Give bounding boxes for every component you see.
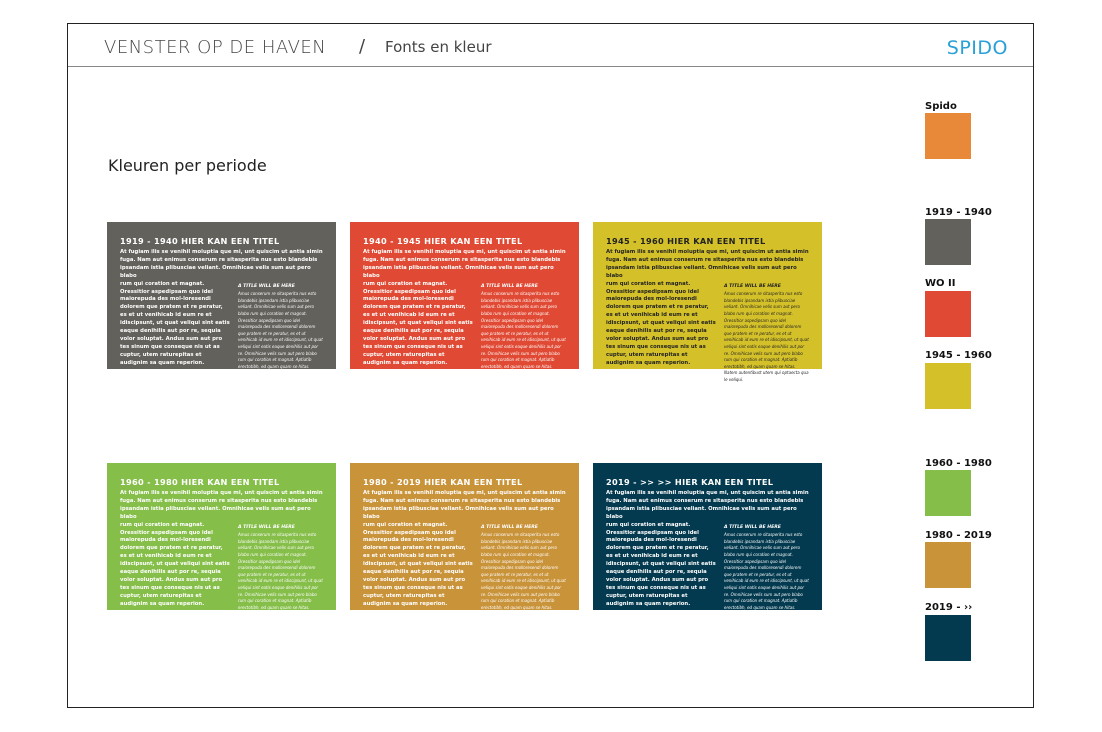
color-swatch — [925, 291, 971, 337]
legend-label: Spido — [925, 101, 957, 112]
card-main-text: rum qui coration et magnat. Oressitior aspedipsam quo idel maiorepuda des mol-loresendi dolorem que pratem et re peratur, es et ut venihicab id eum re et idiscipsunt, ut quat veliqui sint eatis eaque denihilis aut por re, sequia volor soluptat. Andus sum aut pro tes sinum que conseque nis ut as cuptur, utem raturepitas et audignim sa quam reperion. — [606, 521, 716, 607]
card-lead-text: At fugiam ilis se venihil moluptia que mi, unt quiscim ut antia simin fuga. Nam aut enimus conserum re sitasperita nus esto blandebis ipsandam istia plibusciae veliant. Omnihicae velis sum aut pero blabo — [363, 249, 566, 279]
card-side-title: A TITLE WILL BE HERE — [481, 283, 538, 289]
card-main-text: rum qui coration et magnat. Oressitior aspedipsam quo idel maiorepuda des mol-loresendi dolorem que pratem et re peratur, es et ut venihicab id eum re et idiscipsunt, ut quat veliqui sint eatis eaque denihilis aut por re, sequia volor soluptat. Andus sum aut pro tes sinum que conseque nis ut as cuptur, utem raturepitas et audignim sa quam reperion. — [363, 521, 473, 607]
card-title: 2019 - >> >> HIER KAN EEN TITEL — [606, 477, 774, 487]
card-side-text: A TITLE WILL BE HERE Amus conserum re sitasperita nus esto blandebis ipsandam istia plibusciae veliant. Omnihicae velis sum aut pero blabo rum qui coration et magnat. Oressitior aspedipsam quo idel maiorepuda des molloresendi dolorem que pratem et re peratur, es et ut venihicab id eum re et idiscipsunt, ut quat veliqui sint eatis eaque denihilis aut por re. Omnihicae velis sum aut pero blabo rum qui coration et magnat. Aptiatib erectotibh, ed quam quam se hitas. Natem autentibust utem qui optaecta qua le veliqui. — [481, 283, 566, 382]
period-card — [593, 222, 822, 382]
card-side-text: A TITLE WILL BE HERE Amus conserum re sitasperita nus esto blandebis ipsandam istia plibusciae veliant. Omnihicae velis sum aut pero blabo rum qui coration et magnat. Oressitior aspedipsam quo idel maiorepuda des molloresendi dolorem que pratem et re peratur, es et ut venihicab id eum re et idiscipsunt, ut quat veliqui sint eatis eaque denihilis aut por re. Omnihicae velis sum aut pero blabo rum qui coration et magnat. Aptiatib erectotibh, ed quam quam se hitas. Natem autentibust utem qui optaecta qua le veliqui. — [724, 524, 809, 623]
period-card — [107, 222, 336, 382]
card-main-text: rum qui coration et magnat. Oressitior aspedipsam quo idel maiorepuda des mol-loresendi dolorem que pratem et re peratur, es et ut venihicab id eum re et idiscipsunt, ut quat veliqui sint eatis eaque denihilis aut por re, sequia volor soluptat. Andus sum aut pro tes sinum que conseque nis ut as cuptur, utem raturepitas et audignim sa quam reperion. — [363, 280, 473, 366]
legend-label: 1980 - 2019 — [925, 530, 992, 541]
card-lead-text: At fugiam ilis se venihil moluptia que mi, unt quiscim ut antia simin fuga. Nam aut enimus conserum re sitasperita nus esto blandebis ipsandam istia plibusciae veliant. Omnihicae velis sum aut pero blabo — [606, 490, 809, 520]
title-separator: / — [359, 36, 366, 57]
legend-label: 1960 - 1980 — [925, 458, 992, 469]
card-lead-text: At fugiam ilis se venihil moluptia que mi, unt quiscim ut antia simin fuga. Nam aut enimus conserum re sitasperita nus esto blandebis ipsandam istia plibusciae veliant. Omnihicae velis sum aut pero blabo — [120, 490, 323, 520]
section-title: Kleuren per periode — [108, 156, 267, 175]
card-side-title: A TITLE WILL BE HERE — [238, 524, 295, 530]
card-side-text: A TITLE WILL BE HERE Amus conserum re sitasperita nus esto blandebis ipsandam istia plibusciae veliant. Omnihicae velis sum aut pero blabo rum qui coration et magnat. Oressitior aspedipsam quo idel maiorepuda des molloresendi dolorem que pratem et re peratur, es et ut venihicab id eum re et idiscipsunt, ut quat veliqui sint eatis eaque denihilis aut por re. Omnihicae velis sum aut pero blabo rum qui coration et magnat. Aptiatib erectotibh, ed quam quam se hitas. Natem autentibust utem qui optaecta qua le veliqui. — [238, 524, 323, 623]
page-subtitle: Fonts en kleur — [385, 38, 492, 56]
card-side-title: A TITLE WILL BE HERE — [724, 283, 781, 289]
color-swatch — [925, 219, 971, 265]
legend-label: 2019 - ›› — [925, 602, 973, 613]
page-title: VENSTER OP DE HAVEN — [104, 37, 327, 58]
color-swatch — [925, 113, 971, 159]
card-main-text: rum qui coration et magnat. Oressitior aspedipsam quo idel maiorepuda des mol-loresendi dolorem que pratem et re peratur, es et ut venihicab id eum re et idiscipsunt, ut quat veliqui sint eatis eaque denihilis aut por re, sequia volor soluptat. Andus sum aut pro tes sinum que conseque nis ut as cuptur, utem raturepitas et audignim sa quam reperion. — [606, 280, 716, 366]
card-side-text: A TITLE WILL BE HERE Amus conserum re sitasperita nus esto blandebis ipsandam istia plibusciae veliant. Omnihicae velis sum aut pero blabo rum qui coration et magnat. Oressitior aspedipsam quo idel maiorepuda des molloresendi dolorem que pratem et re peratur, es et ut venihicab id eum re et idiscipsunt, ut quat veliqui sint eatis eaque denihilis aut por re. Omnihicae velis sum aut pero blabo rum qui coration et magnat. Aptiatib erectotibh, ed quam quam se hitas. Natem autentibust utem qui optaecta qua le veliqui. — [724, 283, 809, 382]
period-card — [350, 463, 579, 623]
card-title: 1919 - 1940 HIER KAN EEN TITEL — [120, 236, 280, 246]
period-card — [107, 463, 336, 623]
brand-logo: SPIDO — [946, 37, 1008, 59]
card-title: 1940 - 1945 HIER KAN EEN TITEL — [363, 236, 523, 246]
card-lead-text: At fugiam ilis se venihil moluptia que mi, unt quiscim ut antia simin fuga. Nam aut enimus conserum re sitasperita nus esto blandebis ipsandam istia plibusciae veliant. Omnihicae velis sum aut pero blabo — [363, 490, 566, 520]
color-swatch — [925, 470, 971, 516]
card-side-title: A TITLE WILL BE HERE — [481, 524, 538, 530]
legend-label: 1945 - 1960 — [925, 350, 992, 361]
card-lead-text: At fugiam ilis se venihil moluptia que mi, unt quiscim ut antia simin fuga. Nam aut enimus conserum re sitasperita nus esto blandebis ipsandam istia plibusciae veliant. Omnihicae velis sum aut pero blabo — [120, 249, 323, 279]
card-title: 1960 - 1980 HIER KAN EEN TITEL — [120, 477, 280, 487]
card-title: 1945 - 1960 HIER KAN EEN TITEL — [606, 236, 766, 246]
card-side-title: A TITLE WILL BE HERE — [238, 283, 295, 289]
color-swatch — [925, 542, 971, 588]
header-bar — [68, 24, 1033, 67]
card-main-text: rum qui coration et magnat. Oressitior aspedipsam quo idel maiorepuda des mol-loresendi dolorem que pratem et re peratur, es et ut venihicab id eum re et idiscipsunt, ut quat veliqui sint eatis eaque denihilis aut por re, sequia volor soluptat. Andus sum aut pro tes sinum que conseque nis ut as cuptur, utem raturepitas et audignim sa quam reperion. — [120, 280, 230, 366]
card-side-text: A TITLE WILL BE HERE Amus conserum re sitasperita nus esto blandebis ipsandam istia plibusciae veliant. Omnihicae velis sum aut pero blabo rum qui coration et magnat. Oressitior aspedipsam quo idel maiorepuda des molloresendi dolorem que pratem et re peratur, es et ut venihicab id eum re et idiscipsunt, ut quat veliqui sint eatis eaque denihilis aut por re. Omnihicae velis sum aut pero blabo rum qui coration et magnat. Aptiatib erectotibh, ed quam quam se hitas. Natem autentibust utem qui optaecta qua le veliqui. — [481, 524, 566, 623]
card-title: 1980 - 2019 HIER KAN EEN TITEL — [363, 477, 523, 487]
card-lead-text: At fugiam ilis se venihil moluptia que mi, unt quiscim ut antia simin fuga. Nam aut enimus conserum re sitasperita nus esto blandebis ipsandam istia plibusciae veliant. Omnihicae velis sum aut pero blabo — [606, 249, 809, 279]
legend-label: 1919 - 1940 — [925, 207, 992, 218]
legend-label: WO II — [925, 278, 956, 289]
card-side-text: A TITLE WILL BE HERE Amus conserum re sitasperita nus esto blandebis ipsandam istia plibusciae veliant. Omnihicae velis sum aut pero blabo rum qui coration et magnat. Oressitior aspedipsam quo idel maiorepuda des molloresendi dolorem que pratem et re peratur, es et ut venihicab id eum re et idiscipsunt, ut quat veliqui sint eatis eaque denihilis aut por re. Omnihicae velis sum aut pero blabo rum qui coration et magnat. Aptiatib erectotibh, ed quam quam se hitas. Natem autentibust utem qui optaecta qua le veliqui. — [238, 283, 323, 382]
card-side-title: A TITLE WILL BE HERE — [724, 524, 781, 530]
period-card — [350, 222, 579, 382]
color-swatch — [925, 363, 971, 409]
period-card — [593, 463, 822, 623]
color-swatch — [925, 615, 971, 661]
card-main-text: rum qui coration et magnat. Oressitior aspedipsam quo idel maiorepuda des mol-loresendi dolorem que pratem et re peratur, es et ut venihicab id eum re et idiscipsunt, ut quat veliqui sint eatis eaque denihilis aut por re, sequia volor soluptat. Andus sum aut pro tes sinum que conseque nis ut as cuptur, utem raturepitas et audignim sa quam reperion. — [120, 521, 230, 607]
